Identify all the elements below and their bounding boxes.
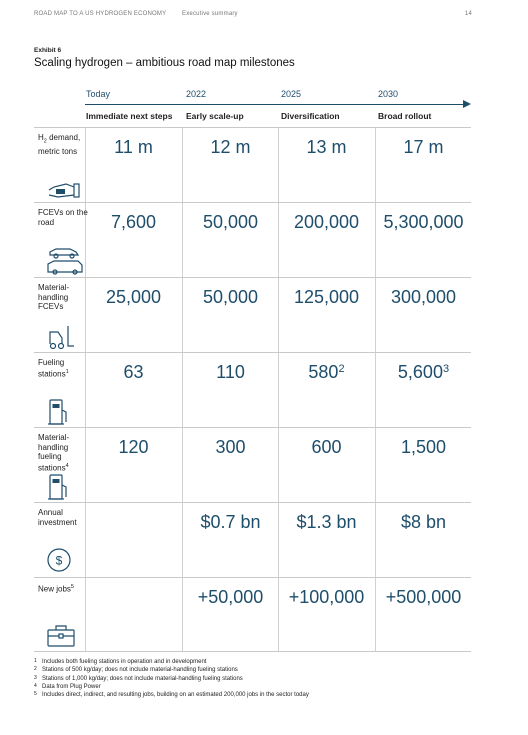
row-label: $H_2$ demand, metric tons [38,133,81,157]
table-row [34,202,471,277]
row-label: Material-handling FCEVs [38,283,70,311]
value-cell: 300 [215,437,246,457]
value-cell: 200,000 [293,212,360,232]
footnote: 1 Includes both fueling stations in operation and in development [34,658,207,665]
exhibit-title: Scaling hydrogen – ambitious road map milestones [34,57,295,69]
footnote: 3 Stations of 1,000 kg/day; does not include material-handling fueling stations [34,674,243,682]
value-cell: 125,000 [293,287,360,307]
timeline-year: 2030 [378,89,399,99]
timeline-axis [85,104,466,105]
table-row [34,352,471,427]
report-title: ROAD MAP TO A US HYDROGEN ECONOMY [34,11,167,17]
value-cell: 7,600 [110,212,157,232]
value-cell: +50,000 [197,587,264,607]
value-cell: 11 m [114,137,153,157]
value-cell: 110 [216,362,245,382]
briefcase-icon [46,624,76,648]
table-row [34,427,471,502]
running-header [34,11,472,17]
phase-label: Diversification [281,111,340,121]
table-row [34,577,471,652]
section-name: Executive summary [182,11,238,17]
row-label: Fueling stations$^1$ [38,358,69,379]
page-number: 14 [464,11,472,17]
forklift-icon [46,324,76,350]
value-cell: 63 [123,362,144,382]
svg-text:$: $ [55,553,63,568]
value-cell: $8 bn [400,512,447,532]
value-cell: 13 m [306,137,347,157]
value-cell: 300,000 [390,287,457,307]
value-cell: 1,500 [400,437,447,457]
timeline-year: 2022 [186,89,207,99]
value-cell: 50,000 [202,212,259,232]
footnote: 2 Stations of 500 kg/day; does not include material-handling fueling stations [34,666,238,674]
value-cell: 600 [311,437,342,457]
timeline [85,88,471,108]
row-label: Material-handling fueling stations$^4$ [38,433,70,473]
value-cell: +100,000 [288,587,365,607]
milestones-table [34,127,471,652]
value-cell: 50,000 [202,287,259,307]
fuel-pump-icon [46,398,72,426]
row-label: FCEVs on the road [38,208,88,227]
timeline-year: Today [86,89,111,99]
value-cell: 5,600$^3$ [397,362,450,382]
value-cell: 12 m [210,137,251,157]
footnote: 4 Data from Plug Power [34,682,101,690]
value-cell: 5,300,000 [383,212,464,232]
timeline-arrowhead [463,100,471,108]
value-cell: $0.7 bn [200,512,261,532]
phase-label: Broad rollout [378,111,432,121]
timeline-year: 2025 [281,89,302,99]
table-row [34,127,471,202]
table-row [34,277,471,352]
fuel-pump-icon [46,473,72,501]
value-cell: 17 m [403,137,444,157]
value-cell: 120 [118,437,149,457]
value-cell: $1.3 bn [296,512,357,532]
footnotes [34,658,474,699]
exhibit-label: Exhibit 6 [34,47,62,54]
row-label: Annual investment [38,508,77,527]
hand-money-icon [46,181,82,201]
dollar-coin-icon [46,547,72,573]
car-van-icon [46,243,84,275]
footnote: 5 Includes direct, indirect, and resulting jobs, building on an estimated 200,000 jobs in the sector today [34,691,309,699]
value-cell: $580^2$ [308,362,345,382]
value-cell: 25,000 [105,287,162,307]
phase-label: Immediate next steps [86,111,173,121]
phase-row [85,111,471,127]
table-row [34,502,471,577]
phase-label: Early scale-up [186,111,244,121]
value-cell: +500,000 [385,587,462,607]
row-label: New jobs$^5$ [38,584,74,594]
